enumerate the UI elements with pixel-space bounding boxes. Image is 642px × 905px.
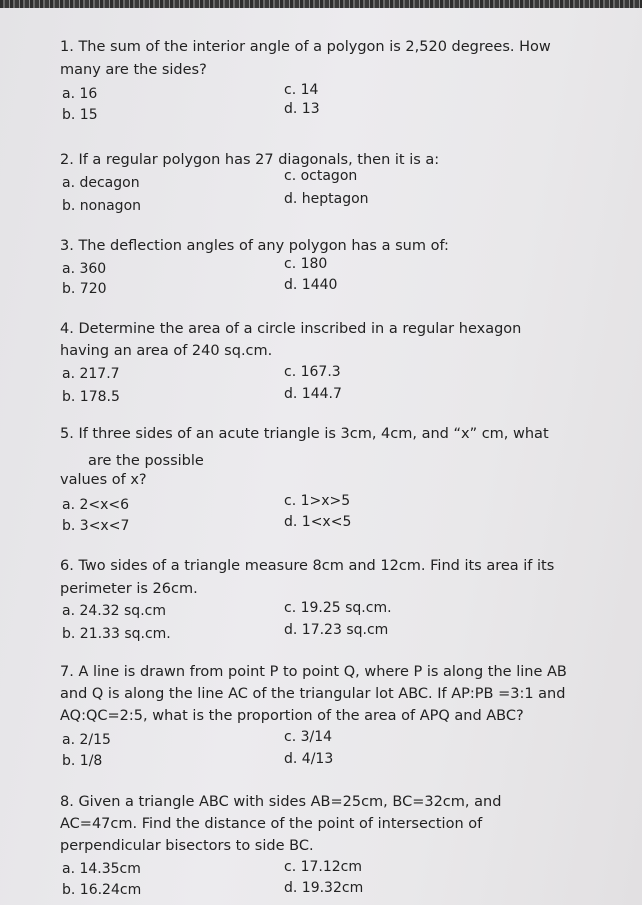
question-8-option-c: c. 17.12cm: [284, 859, 363, 875]
question-8-stem-line-3: perpendicular bisectors to side BC.: [60, 838, 314, 854]
question-5-stem-line-2: are the possible: [88, 453, 204, 469]
question-4-option-a: a. 217.7: [62, 366, 120, 382]
question-4-option-c: c. 167.3: [284, 364, 341, 380]
question-8-option-a: a. 14.35cm: [62, 861, 141, 877]
question-8-option-b: b. 16.24cm: [62, 882, 142, 898]
question-2-option-c: c. octagon: [284, 168, 358, 184]
question-6-stem-line-2: perimeter is 26cm.: [60, 581, 198, 597]
question-2-option-b: b. nonagon: [62, 198, 142, 214]
question-8-stem-line-2: AC=47cm. Find the distance of the point of intersection of: [60, 816, 483, 832]
question-6-option-a: a. 24.32 sq.cm: [62, 603, 166, 619]
question-1-option-d: d. 13: [284, 101, 320, 117]
question-5-stem-line-1: 5. If three sides of an acute triangle is 3cm, 4cm, and “x” cm, what: [60, 426, 549, 442]
question-8-stem-line-1: 8. Given a triangle ABC with sides AB=25cm, BC=32cm, and: [60, 794, 502, 810]
question-3-option-c: c. 180: [284, 256, 328, 272]
question-8-option-d: d. 19.32cm: [284, 880, 364, 896]
question-7-option-b: b. 1/8: [62, 753, 103, 769]
question-2-stem-line-1: 2. If a regular polygon has 27 diagonals, then it is a:: [60, 152, 440, 168]
question-7-stem-line-3: AQ:QC=2:5, what is the proportion of the area of APQ and ABC?: [60, 708, 524, 724]
question-3-stem-line-1: 3. The deflection angles of any polygon has a sum of:: [60, 238, 449, 254]
question-2-option-a: a. decagon: [62, 175, 140, 191]
question-1-stem-line-1: 1. The sum of the interior angle of a polygon is 2,520 degrees. How: [60, 39, 551, 55]
question-7-option-c: c. 3/14: [284, 729, 333, 745]
question-1-stem-line-2: many are the sides?: [60, 62, 207, 78]
question-7-option-a: a. 2/15: [62, 732, 111, 748]
question-5-stem-line-3: values of x?: [60, 472, 147, 488]
question-4-stem-line-2: having an area of 240 sq.cm.: [60, 343, 273, 359]
quiz-sheet: [0, 8, 642, 905]
question-7-stem-line-2: and Q is along the line AC of the triangular lot ABC. If AP:PB =3:1 and: [60, 686, 566, 702]
question-5-option-b: b. 3<x<7: [62, 518, 130, 534]
question-7-stem-line-1: 7. A line is drawn from point P to point Q, where P is along the line AB: [60, 664, 567, 680]
question-5-option-c: c. 1>x>5: [284, 493, 351, 509]
torn-top-edge: [0, 0, 642, 8]
question-6-option-c: c. 19.25 sq.cm.: [284, 600, 392, 616]
question-4-option-b: b. 178.5: [62, 389, 120, 405]
question-1-option-a: a. 16: [62, 86, 98, 102]
question-2-option-d: d. heptagon: [284, 191, 369, 207]
question-5-option-d: d. 1<x<5: [284, 514, 352, 530]
question-6-option-d: d. 17.23 sq.cm: [284, 622, 389, 638]
question-4-option-d: d. 144.7: [284, 386, 342, 402]
question-6-stem-line-1: 6. Two sides of a triangle measure 8cm and 12cm. Find its area if its: [60, 558, 555, 574]
question-6-option-b: b. 21.33 sq.cm.: [62, 626, 171, 642]
question-1-option-b: b. 15: [62, 107, 98, 123]
question-3-option-a: a. 360: [62, 261, 107, 277]
question-7-option-d: d. 4/13: [284, 751, 334, 767]
question-3-option-b: b. 720: [62, 281, 107, 297]
question-4-stem-line-1: 4. Determine the area of a circle inscribed in a regular hexagon: [60, 321, 522, 337]
question-1-option-c: c. 14: [284, 82, 319, 98]
question-3-option-d: d. 1440: [284, 277, 338, 293]
question-5-option-a: a. 2<x<6: [62, 497, 130, 513]
